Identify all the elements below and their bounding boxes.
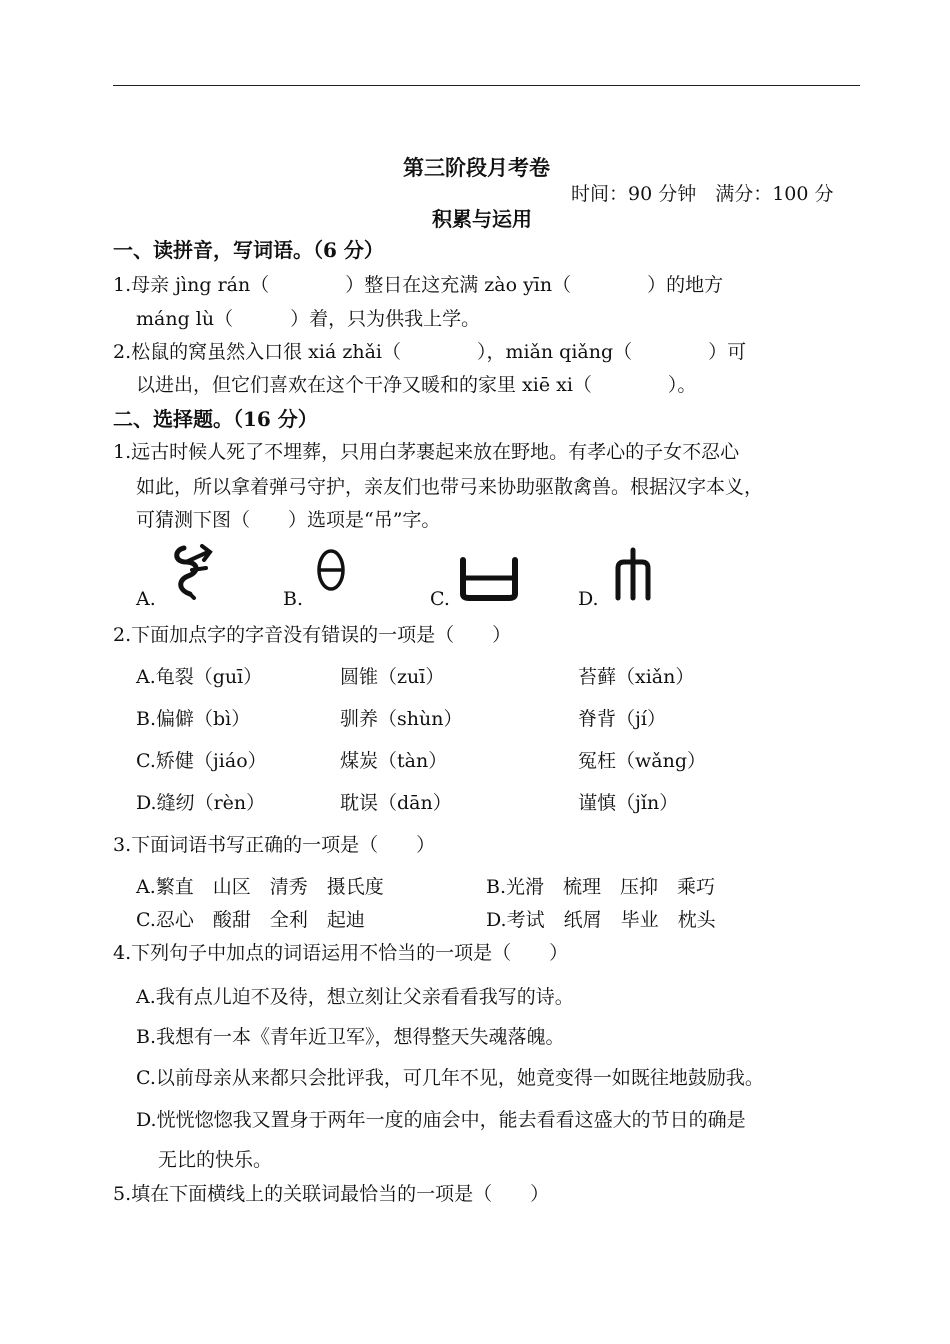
ancient-char-b-image (314, 546, 348, 594)
option-c-label: C. (430, 588, 450, 610)
q3-option-d: D.考试 纸屑 毕业 枕头 (486, 909, 716, 931)
s1-q1-line1: 1.母亲 jìng rán（ ）整日在这充满 zào yīn（ ）的地方 (113, 274, 724, 296)
section1-heading: 一、读拼音，写词语。（6 分） (113, 238, 384, 262)
s2-q1-line2: 如此，所以拿着弹弓守护，亲友们也带弓来协助驱散禽兽。根据汉字本义， (136, 476, 764, 498)
q2-b-col2: 驯养（shùn） (340, 708, 463, 730)
q4-option-b: B.我想有一本《青年近卫军》，想得整天失魂落魄。 (136, 1026, 565, 1048)
q2-a-col2: 圆锥（zuī） (340, 666, 445, 688)
q2-b-col1: B.偏僻（bì） (136, 708, 251, 730)
ancient-char-d-image (610, 546, 656, 602)
q4-option-d-line1: D.恍恍惚惚我又置身于两年一度的庙会中，能去看看这盛大的节日的确是 (136, 1109, 746, 1131)
q2-d-col3: 谨慎（jǐn） (578, 792, 679, 814)
s2-q2-stem: 2.下面加点字的字音没有错误的一项是（ ） (113, 624, 512, 646)
s1-q2-line1: 2.松鼠的窝虽然入口很 xiá zhǎi（ ），miǎn qiǎng（ ）可 (113, 341, 747, 363)
q4-option-c: C.以前母亲从来都只会批评我，可几年不见，她竟变得一如既往地鼓励我。 (136, 1067, 764, 1089)
q2-d-col2: 耽误（dān） (340, 792, 452, 814)
s1-q2-line2: 以进出，但它们喜欢在这个干净又暖和的家里 xiē xi（ ）。 (136, 374, 697, 396)
s1-q1-line2: máng lù（ ）着，只为供我上学。 (136, 308, 481, 330)
q3-option-c: C.忍心 酸甜 全利 起迪 (136, 909, 365, 931)
q2-b-col3: 脊背（jí） (578, 708, 666, 730)
q2-a-col1: A.龟裂（guī） (136, 666, 263, 688)
q3-option-b: B.光滑 梳理 压抑 乘巧 (486, 876, 716, 898)
s2-q3-stem: 3.下面词语书写正确的一项是（ ） (113, 834, 436, 856)
q2-c-col2: 煤炭（tàn） (340, 750, 448, 772)
q3-option-a: A.繁直 山区 清秀 摄氏度 (136, 876, 384, 898)
ancient-char-c-image (457, 556, 521, 602)
q2-c-col3: 冤枉（wǎng） (578, 750, 706, 772)
s2-q1-line1: 1.远古时候人死了不埋葬，只用白茅裹起来放在野地。有孝心的子女不忍心 (113, 441, 740, 463)
s2-q1-line3: 可猜测下图（ ）选项是“吊”字。 (136, 509, 441, 531)
time-info: 时间：90 分钟 满分：100 分 (571, 183, 834, 205)
q2-a-col3: 苔藓（xiǎn） (578, 666, 695, 688)
q4-option-d-line2: 无比的快乐。 (158, 1149, 273, 1171)
page-title: 第三阶段月考卷 (403, 155, 550, 180)
q2-d-col1: D.缝纫（rèn） (136, 792, 266, 814)
section2-heading: 二、选择题。（16 分） (113, 407, 318, 431)
q2-c-col1: C.矫健（jiáo） (136, 750, 267, 772)
option-b-label: B. (283, 588, 304, 610)
option-d-label: D. (578, 588, 599, 610)
s2-q5-stem: 5.填在下面横线上的关联词最恰当的一项是（ ） (113, 1183, 550, 1205)
q4-option-a: A.我有点儿迫不及待，想立刻让父亲看看我写的诗。 (136, 986, 574, 1008)
ancient-char-a-image (168, 540, 220, 602)
option-a-label: A. (136, 588, 156, 610)
page-subtitle: 积累与运用 (432, 207, 532, 231)
s2-q4-stem: 4.下列句子中加点的词语运用不恰当的一项是（ ） (113, 942, 569, 964)
header-rule (113, 85, 860, 86)
